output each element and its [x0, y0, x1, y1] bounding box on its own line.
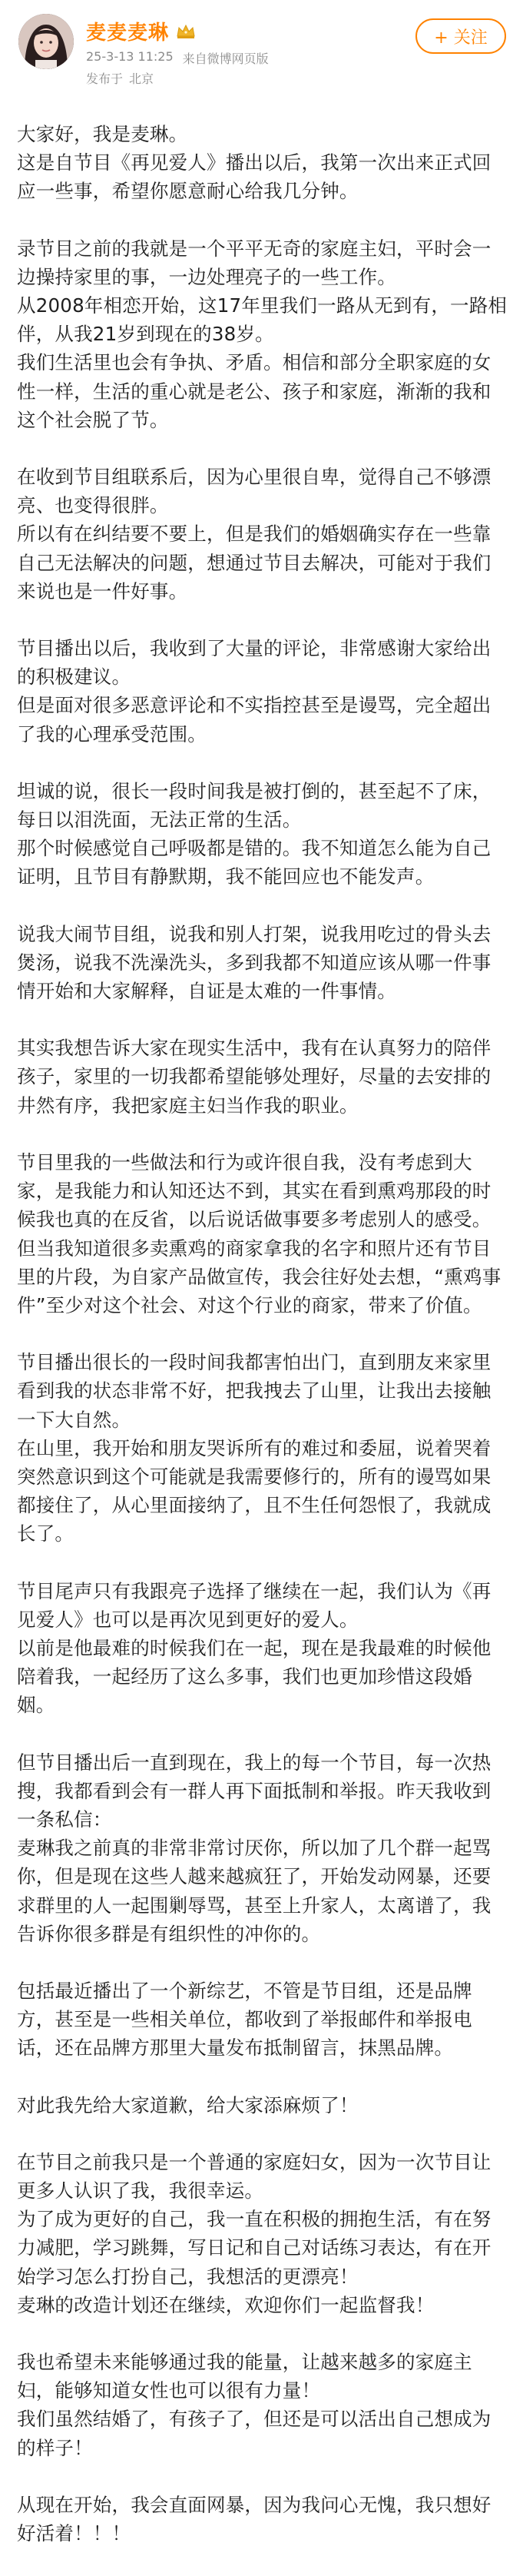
paragraph: 节目里我的一些做法和行为或许很自我，没有考虑到大家，是我能力和认知还达不到，其实在看到熏鸡那段的时候我也真的在反省，以后说话做事要多考虑别人的感受。 但当我知道很多卖熏鸡的商家拿我的名字和照片还有节目里的片段，为自家产品做宣传，我会往好处去想，“熏鸡事件”至少对这个社会、对这个行业的商家，带来了价值。: [17, 1150, 501, 1316]
post-source: 来自微博网页版: [182, 51, 269, 66]
post-location: [86, 69, 154, 87]
paragraph: 从现在开始，我会直面网暴，因为我问心无愧，我只想好好活着！！！: [17, 2493, 492, 2545]
paragraph: 说我大闹节目组，说我和别人打架，说我用吃过的骨头去煲汤，说我不洗澡洗头，多到我都不知道应该从哪一件事情开始和大家解释，自证是太难的一件事情。: [17, 922, 492, 1003]
paragraph: 我也希望未来能够通过我的能量，让越来越多的家庭主妇，能够知道女性也可以很有力量！ 我们虽然结婚了，有孩子了，但还是可以活出自己想成为的样子！: [17, 2351, 492, 2459]
paragraph: 其实我想告诉大家在现实生活中，我有在认真努力的陪伴孩子，家里的一切我都希望能够处理好，尽量的去安排的井然有序，我把家庭主妇当作我的职业。: [17, 1037, 492, 1117]
name-row: [86, 17, 197, 45]
post-body: [17, 120, 508, 2576]
paragraph: 节目尾声只有我跟亮子选择了继续在一起，我们认为《再见爱人》也可以是再次见到更好的爱人。 以前是他最难的时候我们在一起，现在是我最难的时候他陪着我，一起经历了这么多事，我们也更加珍惜这段婚姻。: [17, 1579, 492, 1717]
paragraph: 大家好，我是麦琳。 这是自节目《再见爱人》播出以后，我第一次出来正式回应一些事，希望你愿意耐心给我几分钟。: [17, 123, 492, 203]
post-date: 25-3-13 11:25: [86, 49, 174, 64]
post-header: [0, 0, 523, 115]
paragraph: 对此我先给大家道歉，给大家添麻烦了！: [17, 2093, 359, 2116]
paragraph: 在收到节目组联系后，因为心里很自卑，觉得自己不够漂亮、也变得很胖。 所以有在纠结要不要上，但是我们的婚姻确实存在一些靠自己无法解决的问题，想通过节目去解决，可能对于我们来说也是一件好事。: [17, 466, 492, 603]
location-value: 北京: [129, 71, 154, 86]
paragraph: 节目播出以后，我收到了大量的评论，非常感谢大家给出的积极建议。 但是面对很多恶意评论和不实指控甚至是谩骂，完全超出了我的心理承受范围。: [17, 637, 492, 745]
paragraph: 录节目之前的我就是一个平平无奇的家庭主妇，平时会一边操持家里的事，一边处理亮子的一些工作。 从2008年相恋开始，这17年里我们一路从无到有，一路相伴，从我21岁到现在的38岁。 我们生活里也会有争执、矛盾。相信和部分全职家庭的女性一样，生活的重心就是老公、孩子和家庭，渐渐的我和这个社会脱了节。: [17, 237, 508, 431]
paragraph: 在节目之前我只是一个普通的家庭妇女，因为一次节目让更多人认识了我，我很幸运。 为了成为更好的自己，我一直在积极的拥抱生活，有在努力减肥，学习跳舞，写日记和自己对话练习表达，有在开始学习怎么打扮自己，我想活的更漂亮！ 麦琳的改造计划还在继续，欢迎你们一起监督我！: [17, 2150, 492, 2316]
follow-button[interactable]: + 关注: [415, 18, 506, 54]
post-meta: [86, 49, 269, 67]
paragraph: 坦诚的说，很长一段时间我是被打倒的，甚至起不了床，每日以泪洗面，无法正常的生活。 那个时候感觉自己呼吸都是错的。我不知道怎么能为自己证明，且节目有静默期，我不能回应也不能发声。: [17, 779, 492, 888]
crown-badge-icon: [175, 23, 197, 40]
avatar[interactable]: [18, 14, 74, 69]
paragraph: 节目播出很长的一段时间我都害怕出门，直到朋友来家里看到我的状态非常不好，把我拽去了山里，让我出去接触一下大自然。 在山里，我开始和朋友哭诉所有的难过和委屈，说着哭着突然意识到这个可能就是我需要修行的，所有的谩骂如果都接住了，从心里面接纳了，且不生任何怨恨了，我就成长了。: [17, 1351, 492, 1545]
paragraph: 但节目播出后一直到现在，我上的每一个节目，每一次热搜，我都看到会有一群人再下面抵制和举报。昨天我收到一条私信： 麦琳我之前真的非常非常讨厌你，所以加了几个群一起骂你，但是现在这些人越来越疯狂了，开始发动网暴，还要求群里的人一起围剿辱骂，甚至上升家人，太离谱了，我告诉你很多群是有组织性的冲你的。: [17, 1751, 492, 1945]
location-prefix: 发布于: [86, 71, 124, 86]
user-name[interactable]: 麦麦麦琳: [86, 22, 170, 45]
paragraph: 包括最近播出了一个新综艺，不管是节目组，还是品牌方，甚至是一些相关单位，都收到了举报邮件和举报电话，还在品牌方那里大量发布抵制留言，抹黑品牌。: [17, 1979, 472, 2060]
